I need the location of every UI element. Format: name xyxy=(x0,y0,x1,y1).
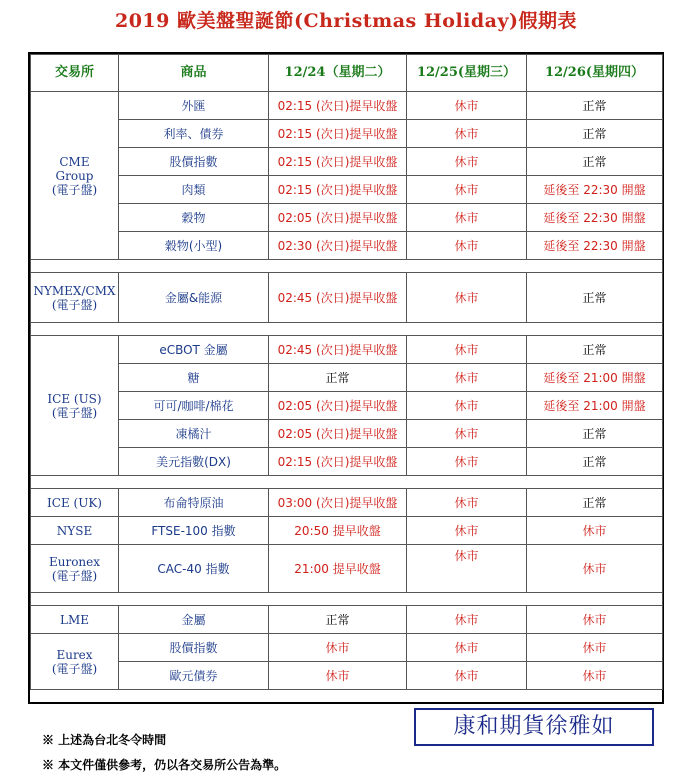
product-cell: 布侖特原油 xyxy=(119,489,269,517)
status-1225: 休市 xyxy=(407,273,527,323)
header-date-1226: 12/26(星期四） xyxy=(527,55,663,92)
status-1224: 02:15 (次日)提早收盤 xyxy=(269,176,407,204)
status-1225: 休市 xyxy=(407,176,527,204)
status-1226: 正常 xyxy=(527,448,663,476)
table-row xyxy=(31,545,663,593)
status-1225: 休市 xyxy=(407,204,527,232)
product-cell: 股價指數 xyxy=(119,148,269,176)
table-row xyxy=(31,273,663,323)
footnote-disclaimer: ※ 本文件僅供參考，仍以各交易所公告為準。 xyxy=(42,758,287,772)
status-1226: 正常 xyxy=(527,420,663,448)
status-1225: 休市 xyxy=(407,606,527,634)
status-1224: 02:15 (次日)提早收盤 xyxy=(269,92,407,120)
status-1226: 正常 xyxy=(527,336,663,364)
table-row xyxy=(31,336,663,364)
table-row xyxy=(31,176,663,204)
status-1225: 休市 xyxy=(407,489,527,517)
holiday-schedule-table xyxy=(30,54,663,690)
status-1224: 20:50 提早收盤 xyxy=(269,517,407,545)
status-1226: 延後至 21:00 開盤 xyxy=(527,364,663,392)
status-1226: 休市 xyxy=(527,606,663,634)
status-1226: 正常 xyxy=(527,148,663,176)
status-1226: 正常 xyxy=(527,92,663,120)
status-1224: 02:05 (次日)提早收盤 xyxy=(269,392,407,420)
product-cell: FTSE-100 指數 xyxy=(119,517,269,545)
author-stamp: 康和期貨徐雅如 xyxy=(414,708,654,746)
status-1226: 正常 xyxy=(527,273,663,323)
status-1224: 02:05 (次日)提早收盤 xyxy=(269,420,407,448)
status-1224: 正常 xyxy=(269,364,407,392)
status-1225: 休市 xyxy=(407,634,527,662)
table-row xyxy=(31,120,663,148)
status-1224: 02:05 (次日)提早收盤 xyxy=(269,204,407,232)
product-cell: 穀物 xyxy=(119,204,269,232)
table-row xyxy=(31,232,663,260)
group-gap xyxy=(31,593,663,606)
exchange-euronex: Euronex (電子盤) xyxy=(31,545,119,593)
status-1224: 02:30 (次日)提早收盤 xyxy=(269,232,407,260)
header-date-1225: 12/25(星期三） xyxy=(407,55,527,92)
table-row xyxy=(31,364,663,392)
status-1225: 休市 xyxy=(407,364,527,392)
table-row xyxy=(31,420,663,448)
status-1225: 休市 xyxy=(407,662,527,690)
table-row xyxy=(31,634,663,662)
status-1224: 02:45 (次日)提早收盤 xyxy=(269,336,407,364)
product-cell: 凍橘汁 xyxy=(119,420,269,448)
table-row xyxy=(31,204,663,232)
table-row xyxy=(31,489,663,517)
status-1226: 正常 xyxy=(527,120,663,148)
group-gap xyxy=(31,323,663,336)
status-1224: 21:00 提早收盤 xyxy=(269,545,407,593)
exchange-cme: CME Group (電子盤) xyxy=(31,92,119,260)
status-1224: 02:45 (次日)提早收盤 xyxy=(269,273,407,323)
exchange-nymex: NYMEX/CMX (電子盤) xyxy=(31,273,119,323)
page-title: 2019 歐美盤聖誕節(Christmas Holiday)假期表 xyxy=(114,10,578,32)
status-1224: 03:00 (次日)提早收盤 xyxy=(269,489,407,517)
status-1225: 休市 xyxy=(407,148,527,176)
status-1224: 休市 xyxy=(269,634,407,662)
footnote-timezone: ※ 上述為台北冬令時間 xyxy=(42,733,167,747)
status-1225: 休市 xyxy=(407,336,527,364)
status-1226: 休市 xyxy=(527,517,663,545)
status-1226: 正常 xyxy=(527,489,663,517)
status-1225: 休市 xyxy=(407,92,527,120)
status-1224: 02:15 (次日)提早收盤 xyxy=(269,120,407,148)
product-cell: 金屬&能源 xyxy=(119,273,269,323)
status-1224: 02:15 (次日)提早收盤 xyxy=(269,448,407,476)
table-row xyxy=(31,517,663,545)
table-row xyxy=(31,92,663,120)
status-1226: 休市 xyxy=(527,662,663,690)
product-cell: eCBOT 金屬 xyxy=(119,336,269,364)
header-date-1224: 12/24（星期二） xyxy=(269,55,407,92)
product-cell: 肉類 xyxy=(119,176,269,204)
status-1226: 延後至 22:30 開盤 xyxy=(527,176,663,204)
status-1225: 休市 xyxy=(407,420,527,448)
header-row xyxy=(31,55,663,92)
status-1226: 休市 xyxy=(527,545,663,593)
product-cell: 歐元債券 xyxy=(119,662,269,690)
header-product: 商品 xyxy=(119,55,269,92)
status-1224: 休市 xyxy=(269,662,407,690)
product-cell: CAC-40 指數 xyxy=(119,545,269,593)
exchange-eurex: Eurex (電子盤) xyxy=(31,634,119,690)
table-row xyxy=(31,662,663,690)
status-1225: 休市 xyxy=(407,448,527,476)
exchange-ice-uk: ICE (UK) xyxy=(31,489,119,517)
status-1225: 休市 xyxy=(407,517,527,545)
product-cell: 金屬 xyxy=(119,606,269,634)
exchange-lme: LME xyxy=(31,606,119,634)
product-cell: 糖 xyxy=(119,364,269,392)
footnotes xyxy=(42,728,286,778)
status-1226: 延後至 22:30 開盤 xyxy=(527,232,663,260)
exchange-nyse: NYSE xyxy=(31,517,119,545)
status-1225: 休市 xyxy=(407,232,527,260)
product-cell: 利率、債券 xyxy=(119,120,269,148)
group-gap xyxy=(31,260,663,273)
status-1225: 休市 xyxy=(407,120,527,148)
status-1225: 休市 xyxy=(407,545,527,593)
group-gap xyxy=(31,476,663,489)
product-cell: 股價指數 xyxy=(119,634,269,662)
status-1226: 休市 xyxy=(527,634,663,662)
status-1224: 正常 xyxy=(269,606,407,634)
table-row xyxy=(31,148,663,176)
status-1224: 02:15 (次日)提早收盤 xyxy=(269,148,407,176)
table-row xyxy=(31,606,663,634)
status-1225: 休市 xyxy=(407,392,527,420)
product-cell: 外匯 xyxy=(119,92,269,120)
table-row xyxy=(31,392,663,420)
product-cell: 美元指數(DX) xyxy=(119,448,269,476)
product-cell: 可可/咖啡/棉花 xyxy=(119,392,269,420)
status-1226: 延後至 22:30 開盤 xyxy=(527,204,663,232)
header-exchange: 交易所 xyxy=(31,55,119,92)
table-row xyxy=(31,448,663,476)
status-1226: 延後至 21:00 開盤 xyxy=(527,392,663,420)
product-cell: 穀物(小型) xyxy=(119,232,269,260)
exchange-ice-us: ICE (US) (電子盤) xyxy=(31,336,119,476)
